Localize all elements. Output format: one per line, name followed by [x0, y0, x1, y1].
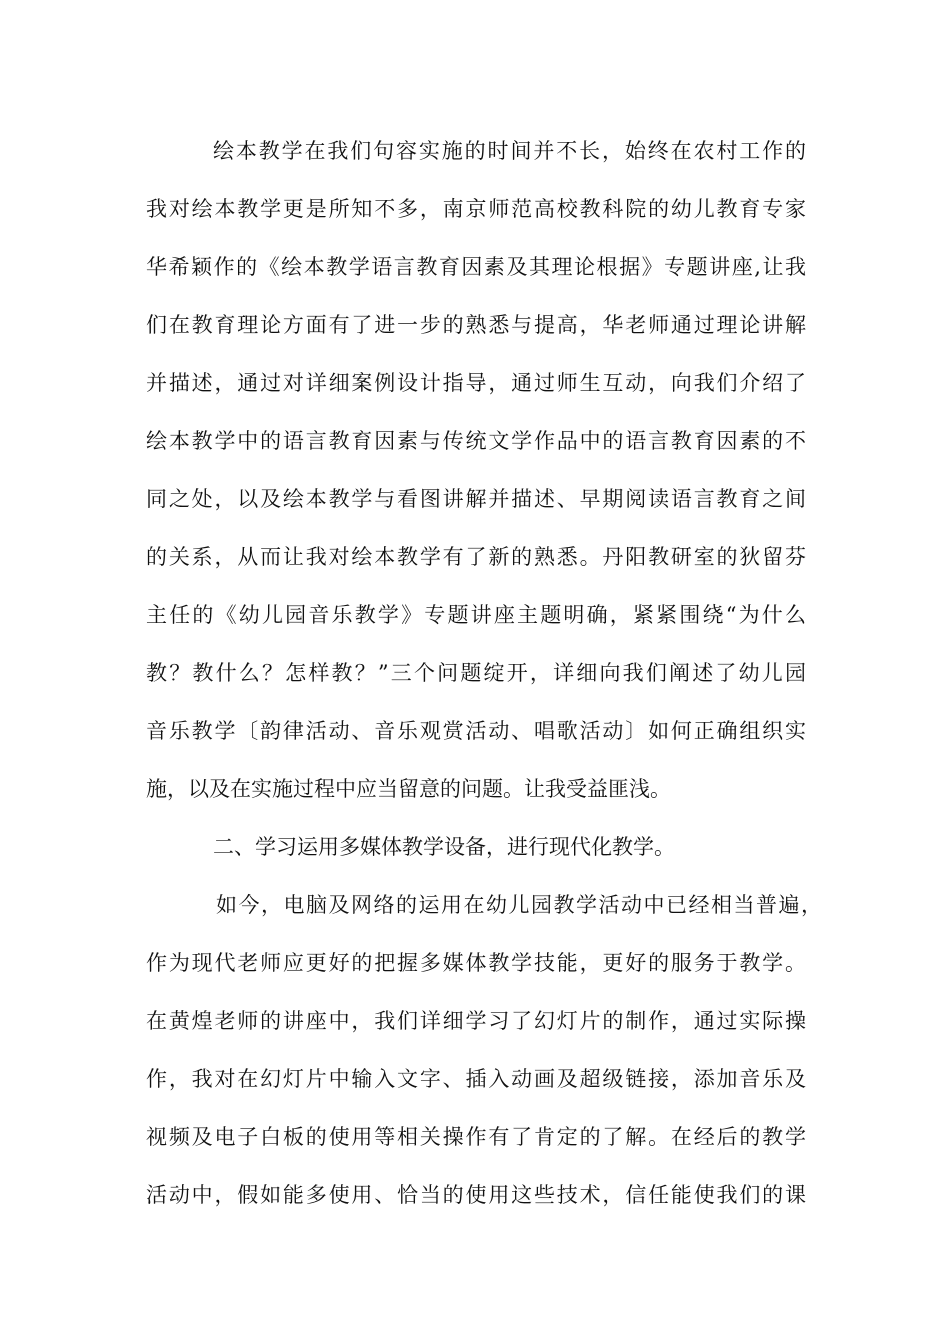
section-heading-2: 二、学习运用多媒体教学设备，进行现代化教学。	[213, 835, 675, 859]
paragraph-1-line-2: 我对绘本教学更是所知不多，南京师范高校教科院的幼儿教育专家	[146, 197, 806, 221]
paragraph-1-line-3: 华希颖作的《绘本教学语言教育因素及其理论根据》专题讲座,让我	[146, 255, 806, 279]
paragraph-3-line-5: 视频及电子白板的使用等相关操作有了肯定的了解。在经后的教学	[146, 1125, 806, 1149]
paragraph-1-line-11: 音乐教学〔韵律活动、音乐观赏活动、唱歌活动〕如何正确组织实	[146, 719, 806, 743]
paragraph-3-line-1: 如今，电脑及网络的运用在幼儿园教学活动中已经相当普遍，	[216, 893, 822, 917]
paragraph-1-line-5: 并描述，通过对详细案例设计指导，通过师生互动，向我们介绍了	[146, 371, 806, 395]
paragraph-3-line-2: 作为现代老师应更好的把握多媒体教学技能，更好的服务于教学。	[146, 951, 806, 975]
paragraph-3-line-3: 在黄煌老师的讲座中，我们详细学习了幻灯片的制作，通过实际操	[146, 1009, 806, 1033]
paragraph-1-line-1: 绘本教学在我们句容实施的时间并不长，始终在农村工作的	[213, 139, 806, 163]
paragraph-1-line-10: 教？教什么？怎样教？”三个问题绽开，详细向我们阐述了幼儿园	[146, 661, 806, 685]
paragraph-3-line-6: 活动中，假如能多使用、恰当的使用这些技术，信任能使我们的课	[146, 1183, 806, 1207]
paragraph-3-line-4: 作，我对在幻灯片中输入文字、插入动画及超级链接，添加音乐及	[146, 1067, 806, 1091]
paragraph-1-line-12: 施，以及在实施过程中应当留意的问题。让我受益匪浅。	[146, 777, 671, 801]
paragraph-1-line-4: 们在教育理论方面有了进一步的熟悉与提高，华老师通过理论讲解	[146, 313, 806, 337]
paragraph-1-line-9: 主任的《幼儿园音乐教学》专题讲座主题明确，紧紧围绕“为什么	[146, 603, 806, 627]
paragraph-1-line-7: 同之处，以及绘本教学与看图讲解并描述、早期阅读语言教育之间	[146, 487, 806, 511]
paragraph-1-line-6: 绘本教学中的语言教育因素与传统文学作品中的语言教育因素的不	[146, 429, 806, 453]
paragraph-1-line-8: 的关系，从而让我对绘本教学有了新的熟悉。丹阳教研室的狄留芬	[146, 545, 806, 569]
